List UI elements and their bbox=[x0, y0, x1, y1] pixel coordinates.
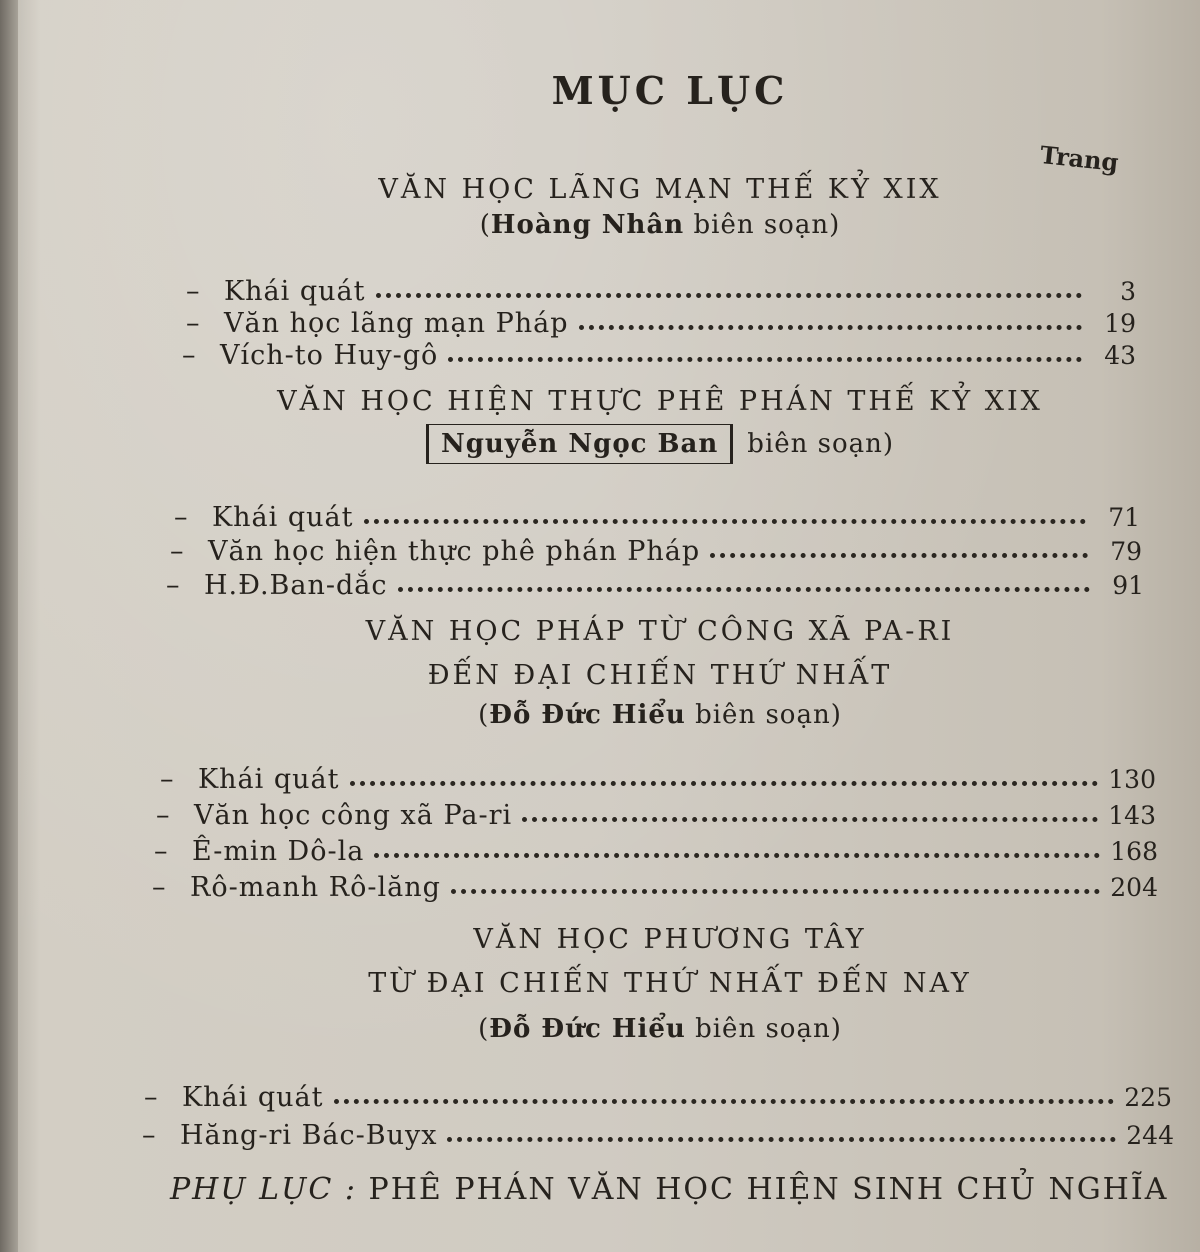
toc-entry: – Rô-manh Rô-lăng 204 bbox=[152, 872, 1158, 903]
entry-page: 71 bbox=[1108, 503, 1140, 532]
dot-leader bbox=[448, 347, 1082, 362]
entry-page: 244 bbox=[1126, 1121, 1174, 1150]
dot-leader bbox=[350, 771, 1099, 786]
dot-leader bbox=[447, 1127, 1116, 1142]
entry-label: Văn học công xã Pa-ri bbox=[194, 800, 513, 831]
entry-label: Ê-min Dô-la bbox=[192, 836, 365, 867]
book-spine bbox=[0, 0, 18, 1252]
page-title: MỤC LỤC bbox=[551, 68, 789, 113]
editor-name: Đỗ Đức Hiểu bbox=[489, 1014, 686, 1044]
page-column-label: Trang bbox=[1038, 139, 1120, 178]
entry-page: 143 bbox=[1108, 801, 1156, 830]
entry-label: Khái quát bbox=[182, 1082, 324, 1113]
section-3-heading bbox=[260, 610, 1060, 698]
entry-label: Văn học lãng mạn Pháp bbox=[224, 308, 569, 339]
dot-leader bbox=[398, 577, 1091, 592]
dot-leader bbox=[451, 879, 1100, 894]
toc-entry: – Vích-to Huy-gô 43 bbox=[182, 340, 1136, 371]
editor-name-boxed: Nguyễn Ngọc Ban bbox=[426, 424, 733, 464]
entry-label: Khái quát bbox=[212, 502, 354, 533]
dot-leader bbox=[376, 283, 1083, 298]
section-heading-line: TỪ ĐẠI CHIẾN THỨ NHẤT ĐẾN NAY bbox=[368, 968, 972, 999]
toc-entry: – Khái quát 130 bbox=[160, 764, 1156, 795]
toc-entry: – H.Đ.Ban-dắc 91 bbox=[166, 570, 1144, 601]
toc-entry: – Ê-min Dô-la 168 bbox=[154, 836, 1158, 867]
toc-entry: – Khái quát 3 bbox=[186, 276, 1136, 307]
dot-leader bbox=[710, 543, 1088, 558]
section-4-heading bbox=[260, 918, 1080, 1006]
dot-leader bbox=[522, 807, 1098, 822]
dot-leader bbox=[579, 315, 1082, 330]
entry-page: 79 bbox=[1110, 537, 1142, 566]
editor-name: Hoàng Nhân bbox=[490, 210, 685, 240]
section-3-editor: (Đỗ Đức Hiểu biên soạn) bbox=[478, 700, 842, 730]
dot-leader bbox=[334, 1089, 1115, 1104]
toc-entry: – Hăng-ri Bác-Buyx 244 bbox=[142, 1120, 1174, 1151]
entry-page: 130 bbox=[1108, 765, 1156, 794]
entry-page: 3 bbox=[1120, 277, 1136, 306]
appendix-line bbox=[170, 1172, 1168, 1207]
section-heading-line: VĂN HỌC PHÁP TỪ CÔNG XÃ PA-RI bbox=[365, 616, 955, 647]
section-heading-line: ĐẾN ĐẠI CHIẾN THỨ NHẤT bbox=[427, 660, 893, 691]
toc-entry: – Văn học hiện thực phê phán Pháp 79 bbox=[170, 536, 1142, 567]
section-heading-line: VĂN HỌC PHƯƠNG TÂY bbox=[473, 924, 867, 955]
section-heading-line: VĂN HỌC HIỆN THỰC PHÊ PHÁN THẾ KỶ XIX bbox=[277, 386, 1043, 417]
toc-entry: – Khái quát 71 bbox=[174, 502, 1140, 533]
entry-page: 91 bbox=[1112, 571, 1144, 600]
toc-entry: – Văn học lãng mạn Pháp 19 bbox=[186, 308, 1136, 339]
entry-label: Văn học hiện thực phê phán Pháp bbox=[208, 536, 701, 567]
toc-entry: – Văn học công xã Pa-ri 143 bbox=[156, 800, 1156, 831]
dot-leader bbox=[374, 843, 1100, 858]
section-1-editor: (Hoàng Nhân biên soạn) bbox=[479, 210, 841, 240]
appendix-label: PHỤ LỤC : bbox=[170, 1172, 357, 1207]
section-4-editor: (Đỗ Đức Hiểu biên soạn) bbox=[478, 1014, 842, 1044]
section-2-editor: Nguyễn Ngọc Ban biên soạn) bbox=[300, 424, 1020, 464]
entry-label: H.Đ.Ban-dắc bbox=[204, 570, 388, 601]
entry-label: Vích-to Huy-gô bbox=[220, 340, 439, 371]
entry-page: 168 bbox=[1110, 837, 1158, 866]
entry-label: Rô-manh Rô-lăng bbox=[190, 872, 441, 903]
section-heading-line: VĂN HỌC LÃNG MẠN THẾ KỶ XIX bbox=[378, 174, 942, 205]
entry-page: 225 bbox=[1124, 1083, 1172, 1112]
toc-entry: – Khái quát 225 bbox=[144, 1082, 1172, 1113]
entry-page: 204 bbox=[1110, 873, 1158, 902]
section-1-heading bbox=[300, 168, 1020, 212]
section-2-heading bbox=[240, 380, 1080, 424]
dot-leader bbox=[364, 509, 1087, 524]
entry-label: Hăng-ri Bác-Buyx bbox=[180, 1120, 438, 1151]
entry-page: 19 bbox=[1104, 309, 1136, 338]
entry-page: 43 bbox=[1104, 341, 1136, 370]
editor-name: Đỗ Đức Hiểu bbox=[489, 700, 686, 730]
entry-label: Khái quát bbox=[198, 764, 340, 795]
appendix-title: PHÊ PHÁN VĂN HỌC HIỆN SINH CHỦ NGHĨA bbox=[368, 1172, 1169, 1207]
entry-label: Khái quát bbox=[224, 276, 366, 307]
